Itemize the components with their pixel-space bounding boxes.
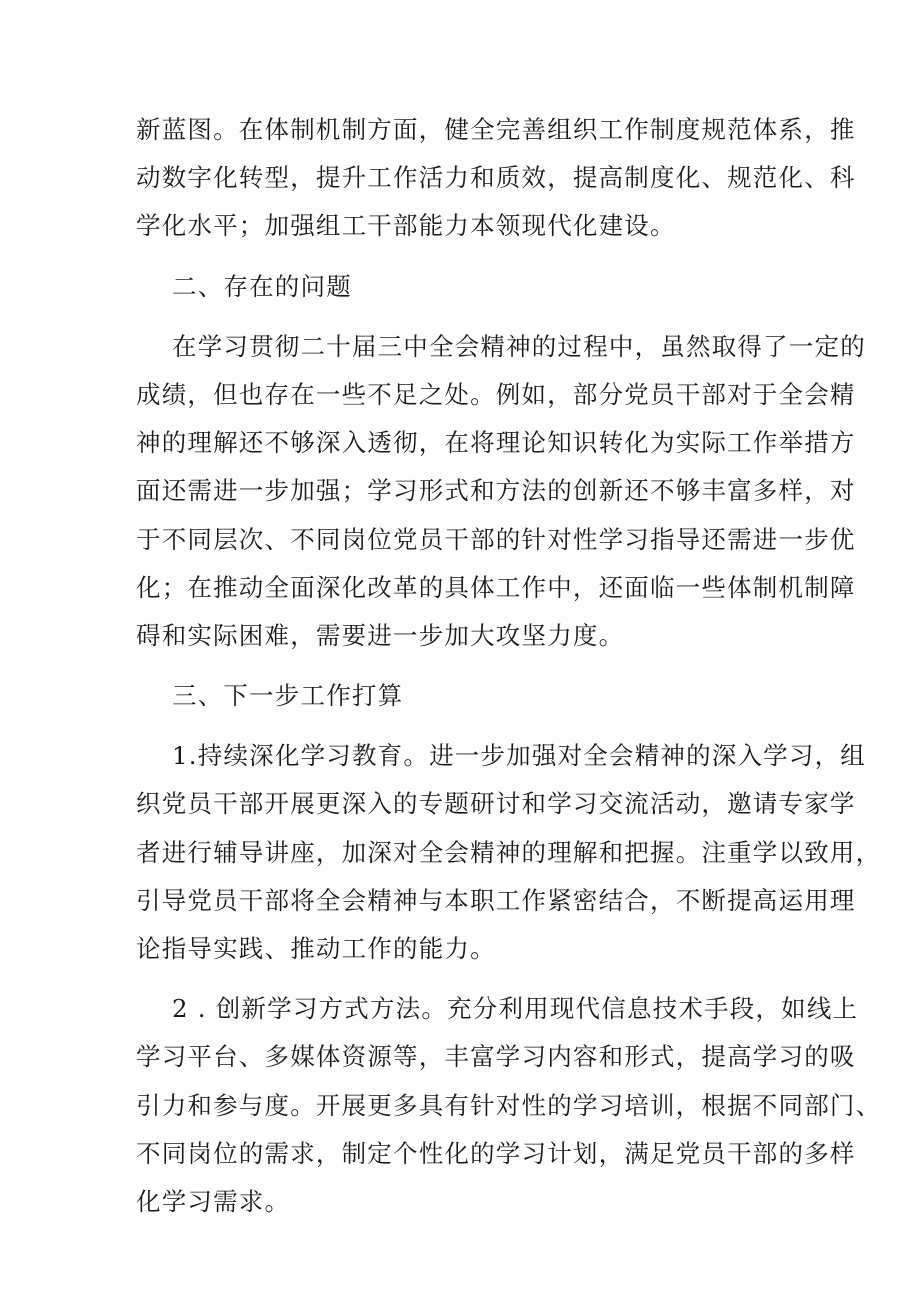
paragraph-organization-system [136,106,856,251]
text-line: 于不同层次、不同岗位党员干部的针对性学习指导还需进一步优 [136,524,856,554]
paragraph-gap [136,973,786,985]
paragraph-innovate-methods [136,985,882,1226]
text-line: 碍和实际困难，需要进一步加大攻坚力度。 [136,620,625,650]
document-body [136,106,882,1226]
paragraph-problems [136,323,866,660]
text-line: 新蓝图。在体制机制方面，健全完善组织工作制度规范体系，推 [136,115,856,144]
paragraph-gap [136,311,786,323]
section-heading-next-steps: 三、下一步工作打算 [172,681,404,711]
text-line: 化；在推动全面深化改革的具体工作中，还面临一些体制机制障 [136,572,856,602]
text-line: 学习平台、多媒体资源等，丰富学习内容和形式，提高学习的吸 [136,1042,856,1072]
text-line: 引导党员干部将全会精神与本职工作紧密结合，不断提高运用理 [136,885,856,915]
text-line: 成绩，但也存在一些不足之处。例如，部分党员干部对于全会精 [136,379,856,409]
text-line: 者进行辅导讲座，加深对全会精神的理解和把握。注重学以致用， [136,837,882,867]
text-line: 学化水平；加强组工干部能力本领现代化建设。 [136,211,676,241]
text-line: 论指导实践、推动工作的能力。 [136,934,496,963]
paragraph-gap [136,660,786,672]
paragraph-gap [136,251,786,263]
text-line: 面还需进一步加强；学习形式和方法的创新还不够丰富多样，对 [136,476,856,506]
paragraph-deepen-learning [136,732,882,973]
text-line: 在学习贯彻二十届三中全会精神的过程中，虽然取得了一定的 [172,331,866,361]
section-heading-problems: 二、存在的问题 [172,271,352,301]
text-line: 1.持续深化学习教育。进一步加强对全会精神的深入学习，组 [172,741,866,771]
text-line: 织党员干部开展更深入的专题研讨和学习交流活动，邀请专家学 [136,789,856,819]
text-line: 化学习需求。 [136,1186,291,1216]
text-line: 动数字化转型，提升工作活力和质效，提高制度化、规范化、科 [136,163,856,193]
text-line: 引力和参与度。开展更多具有针对性的学习培训，根据不同部门、 [136,1090,882,1120]
text-line: 神的理解还不够深入透彻，在将理论知识转化为实际工作举措方 [136,428,856,458]
paragraph-gap [136,720,786,732]
text-line: 2 . 创新学习方式方法。充分利用现代信息技术手段，如线上 [172,994,859,1024]
text-line: 不同岗位的需求，制定个性化的学习计划，满足党员干部的多样 [136,1138,856,1168]
